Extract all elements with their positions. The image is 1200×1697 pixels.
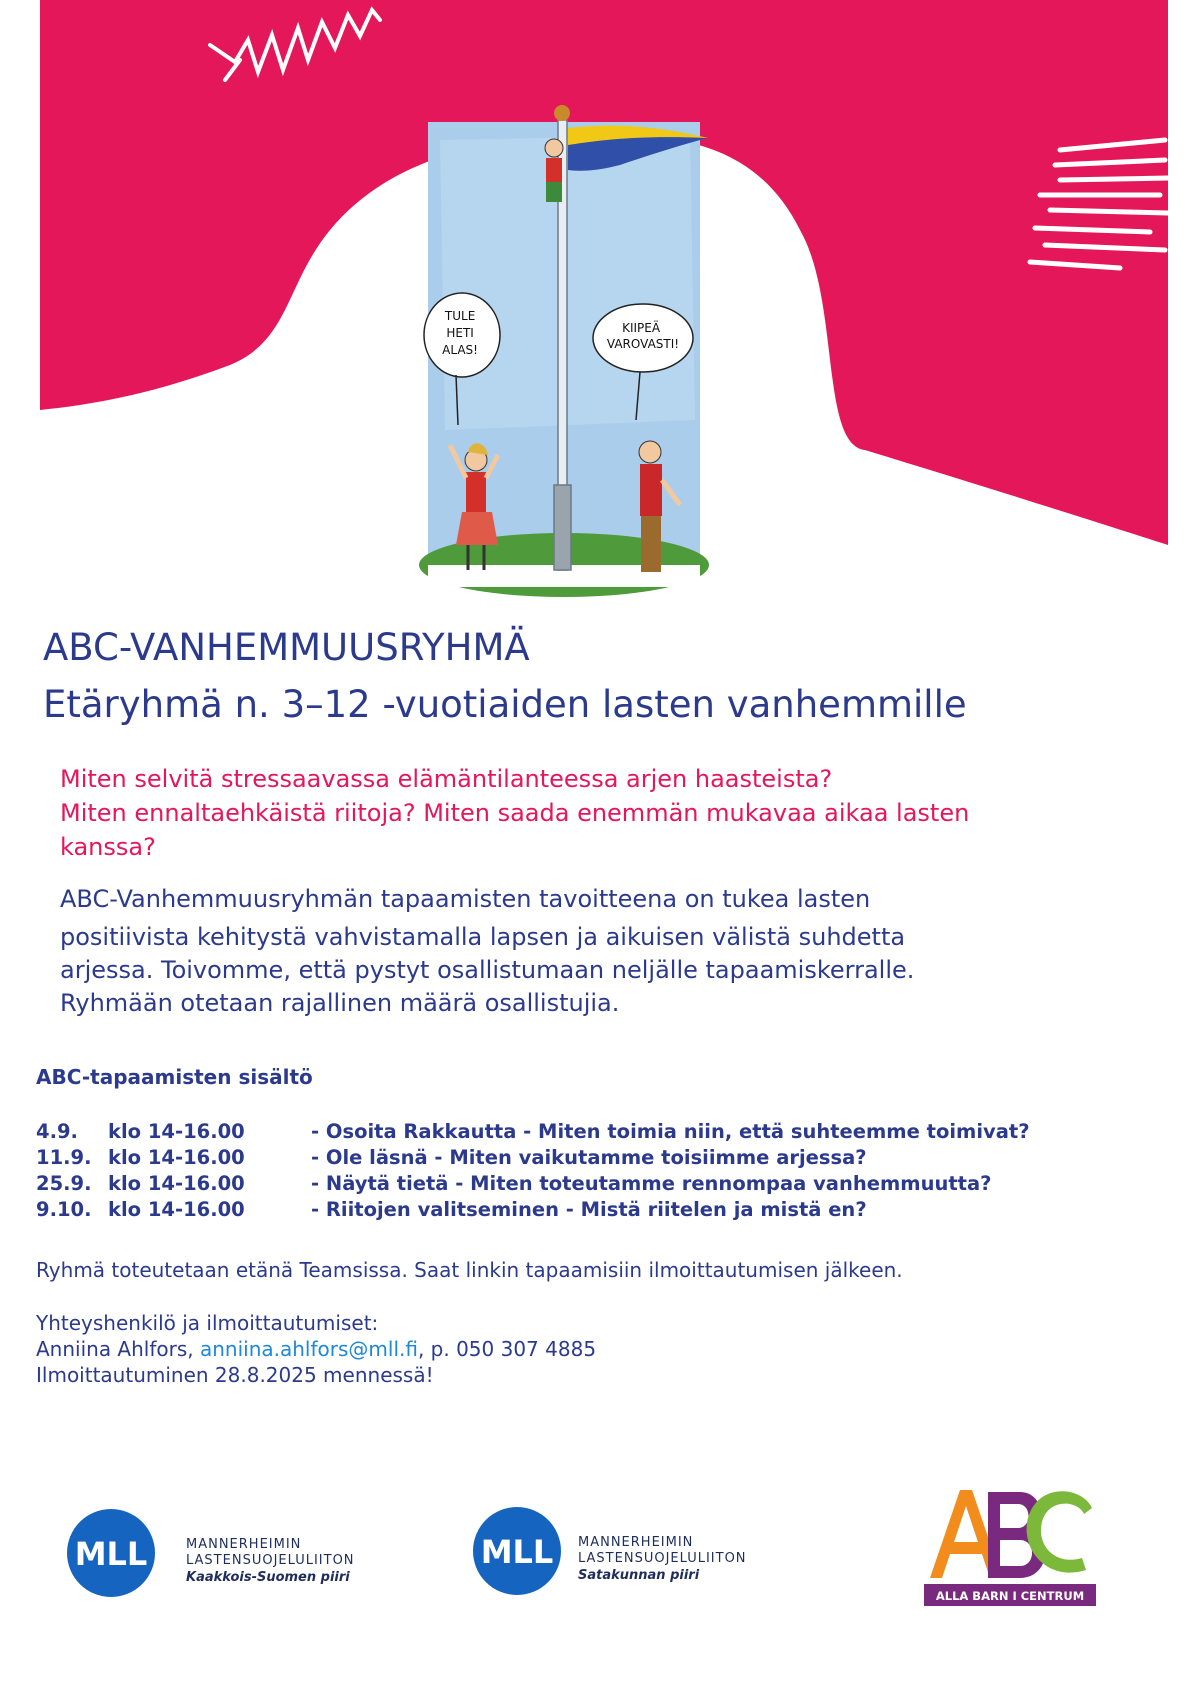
bubble-left-line: HETI bbox=[446, 326, 474, 340]
description-line: Ryhmään otetaan rajallinen määrä osallistujia. bbox=[60, 989, 620, 1017]
contact-name: Anniina Ahlfors, bbox=[36, 1337, 200, 1361]
schedule-topic: - Näytä tietä - Miten toteutamme rennompaa vanhemmuutta? bbox=[311, 1172, 992, 1195]
mll-logo-mark bbox=[472, 1506, 782, 1596]
mll-name-line2: LASTENSUOJELULIITON bbox=[186, 1553, 355, 1568]
page-title: ABC-VANHEMMUUSRYHMÄ bbox=[43, 626, 530, 669]
mll-region: Kaakkois-Suomen piiri bbox=[186, 1570, 350, 1585]
mll-kaakkois-suomen-logo bbox=[66, 1508, 396, 1598]
intro-question: Miten ennaltaehkäistä riitoja? Miten saada enemmän mukavaa aikaa lasten bbox=[60, 799, 970, 827]
mll-region: Satakunnan piiri bbox=[578, 1568, 700, 1583]
abc-tagline: ALLA BARN I CENTRUM bbox=[935, 1589, 1085, 1603]
teams-note: Ryhmä toteutetaan etänä Teamsissa. Saat linkin tapaamisiin ilmoittautumisen jälkeen. bbox=[36, 1258, 903, 1282]
bubble-right-line: VAROVASTI! bbox=[606, 337, 680, 351]
registration-deadline: Ilmoittautuminen 28.8.2025 mennessä! bbox=[36, 1363, 434, 1387]
schedule-topic: - Osoita Rakkautta - Miten toimia niin, että suhteemme toimivat? bbox=[311, 1120, 1030, 1143]
bubble-left-line: TULE bbox=[444, 309, 476, 323]
intro-question: Miten selvitä stressaavassa elämäntilanteessa arjen haasteista? bbox=[60, 765, 833, 793]
schedule-date: 4.9. bbox=[36, 1120, 78, 1143]
mll-name-line1: MANNERHEIMIN bbox=[186, 1537, 302, 1552]
page-subtitle: Etäryhmä n. 3–12 -vuotiaiden lasten vanhemmille bbox=[43, 683, 967, 726]
schedule-time: klo 14-16.00 bbox=[108, 1172, 245, 1195]
schedule-time: klo 14-16.00 bbox=[108, 1198, 245, 1221]
schedule-heading: ABC-tapaamisten sisältö bbox=[36, 1065, 313, 1089]
flagpole-cartoon bbox=[419, 105, 709, 597]
description-line: arjessa. Toivomme, että pystyt osallistumaan neljälle tapaamiskerralle. bbox=[60, 956, 915, 984]
schedule-date: 25.9. bbox=[36, 1172, 92, 1195]
mll-satakunnan-logo bbox=[472, 1506, 782, 1596]
schedule-date: 9.10. bbox=[36, 1198, 92, 1221]
schedule-time: klo 14-16.00 bbox=[108, 1146, 245, 1169]
schedule-topic: - Riitojen valitseminen - Mistä riitelen ja mistä en? bbox=[311, 1198, 867, 1221]
bubble-right-line: KIIPEÄ bbox=[622, 321, 661, 335]
description-line: positiivista kehitystä vahvistamalla lapsen ja aikuisen välistä suhdetta bbox=[60, 923, 906, 951]
description-line: ABC-Vanhemmuusryhmän tapaamisten tavoitteena on tukea lasten bbox=[60, 885, 871, 913]
contact-email-link[interactable]: anniina.ahlfors@mll.fi bbox=[199, 1337, 418, 1361]
intro-question: kanssa? bbox=[60, 833, 156, 861]
hero-illustration bbox=[0, 0, 1200, 600]
abc-logo-mark bbox=[922, 1478, 1098, 1608]
mll-name-line1: MANNERHEIMIN bbox=[578, 1535, 694, 1550]
schedule-topic: - Ole läsnä - Miten vaikutamme toisiimme arjessa? bbox=[311, 1146, 867, 1169]
contact-line bbox=[36, 1336, 596, 1362]
mll-name-line2: LASTENSUOJELULIITON bbox=[578, 1551, 747, 1566]
bubble-left-line: ALAS! bbox=[442, 343, 478, 357]
mll-mark-text: MLL bbox=[480, 1533, 554, 1571]
contact-phone: , p. 050 307 4885 bbox=[417, 1337, 597, 1361]
mll-mark-text: MLL bbox=[74, 1535, 148, 1573]
abc-logo bbox=[922, 1478, 1098, 1608]
schedule-time: klo 14-16.00 bbox=[108, 1120, 245, 1143]
schedule-date: 11.9. bbox=[36, 1146, 92, 1169]
mll-logo-mark bbox=[66, 1508, 396, 1598]
contact-label: Yhteyshenkilö ja ilmoittautumiset: bbox=[36, 1311, 379, 1335]
